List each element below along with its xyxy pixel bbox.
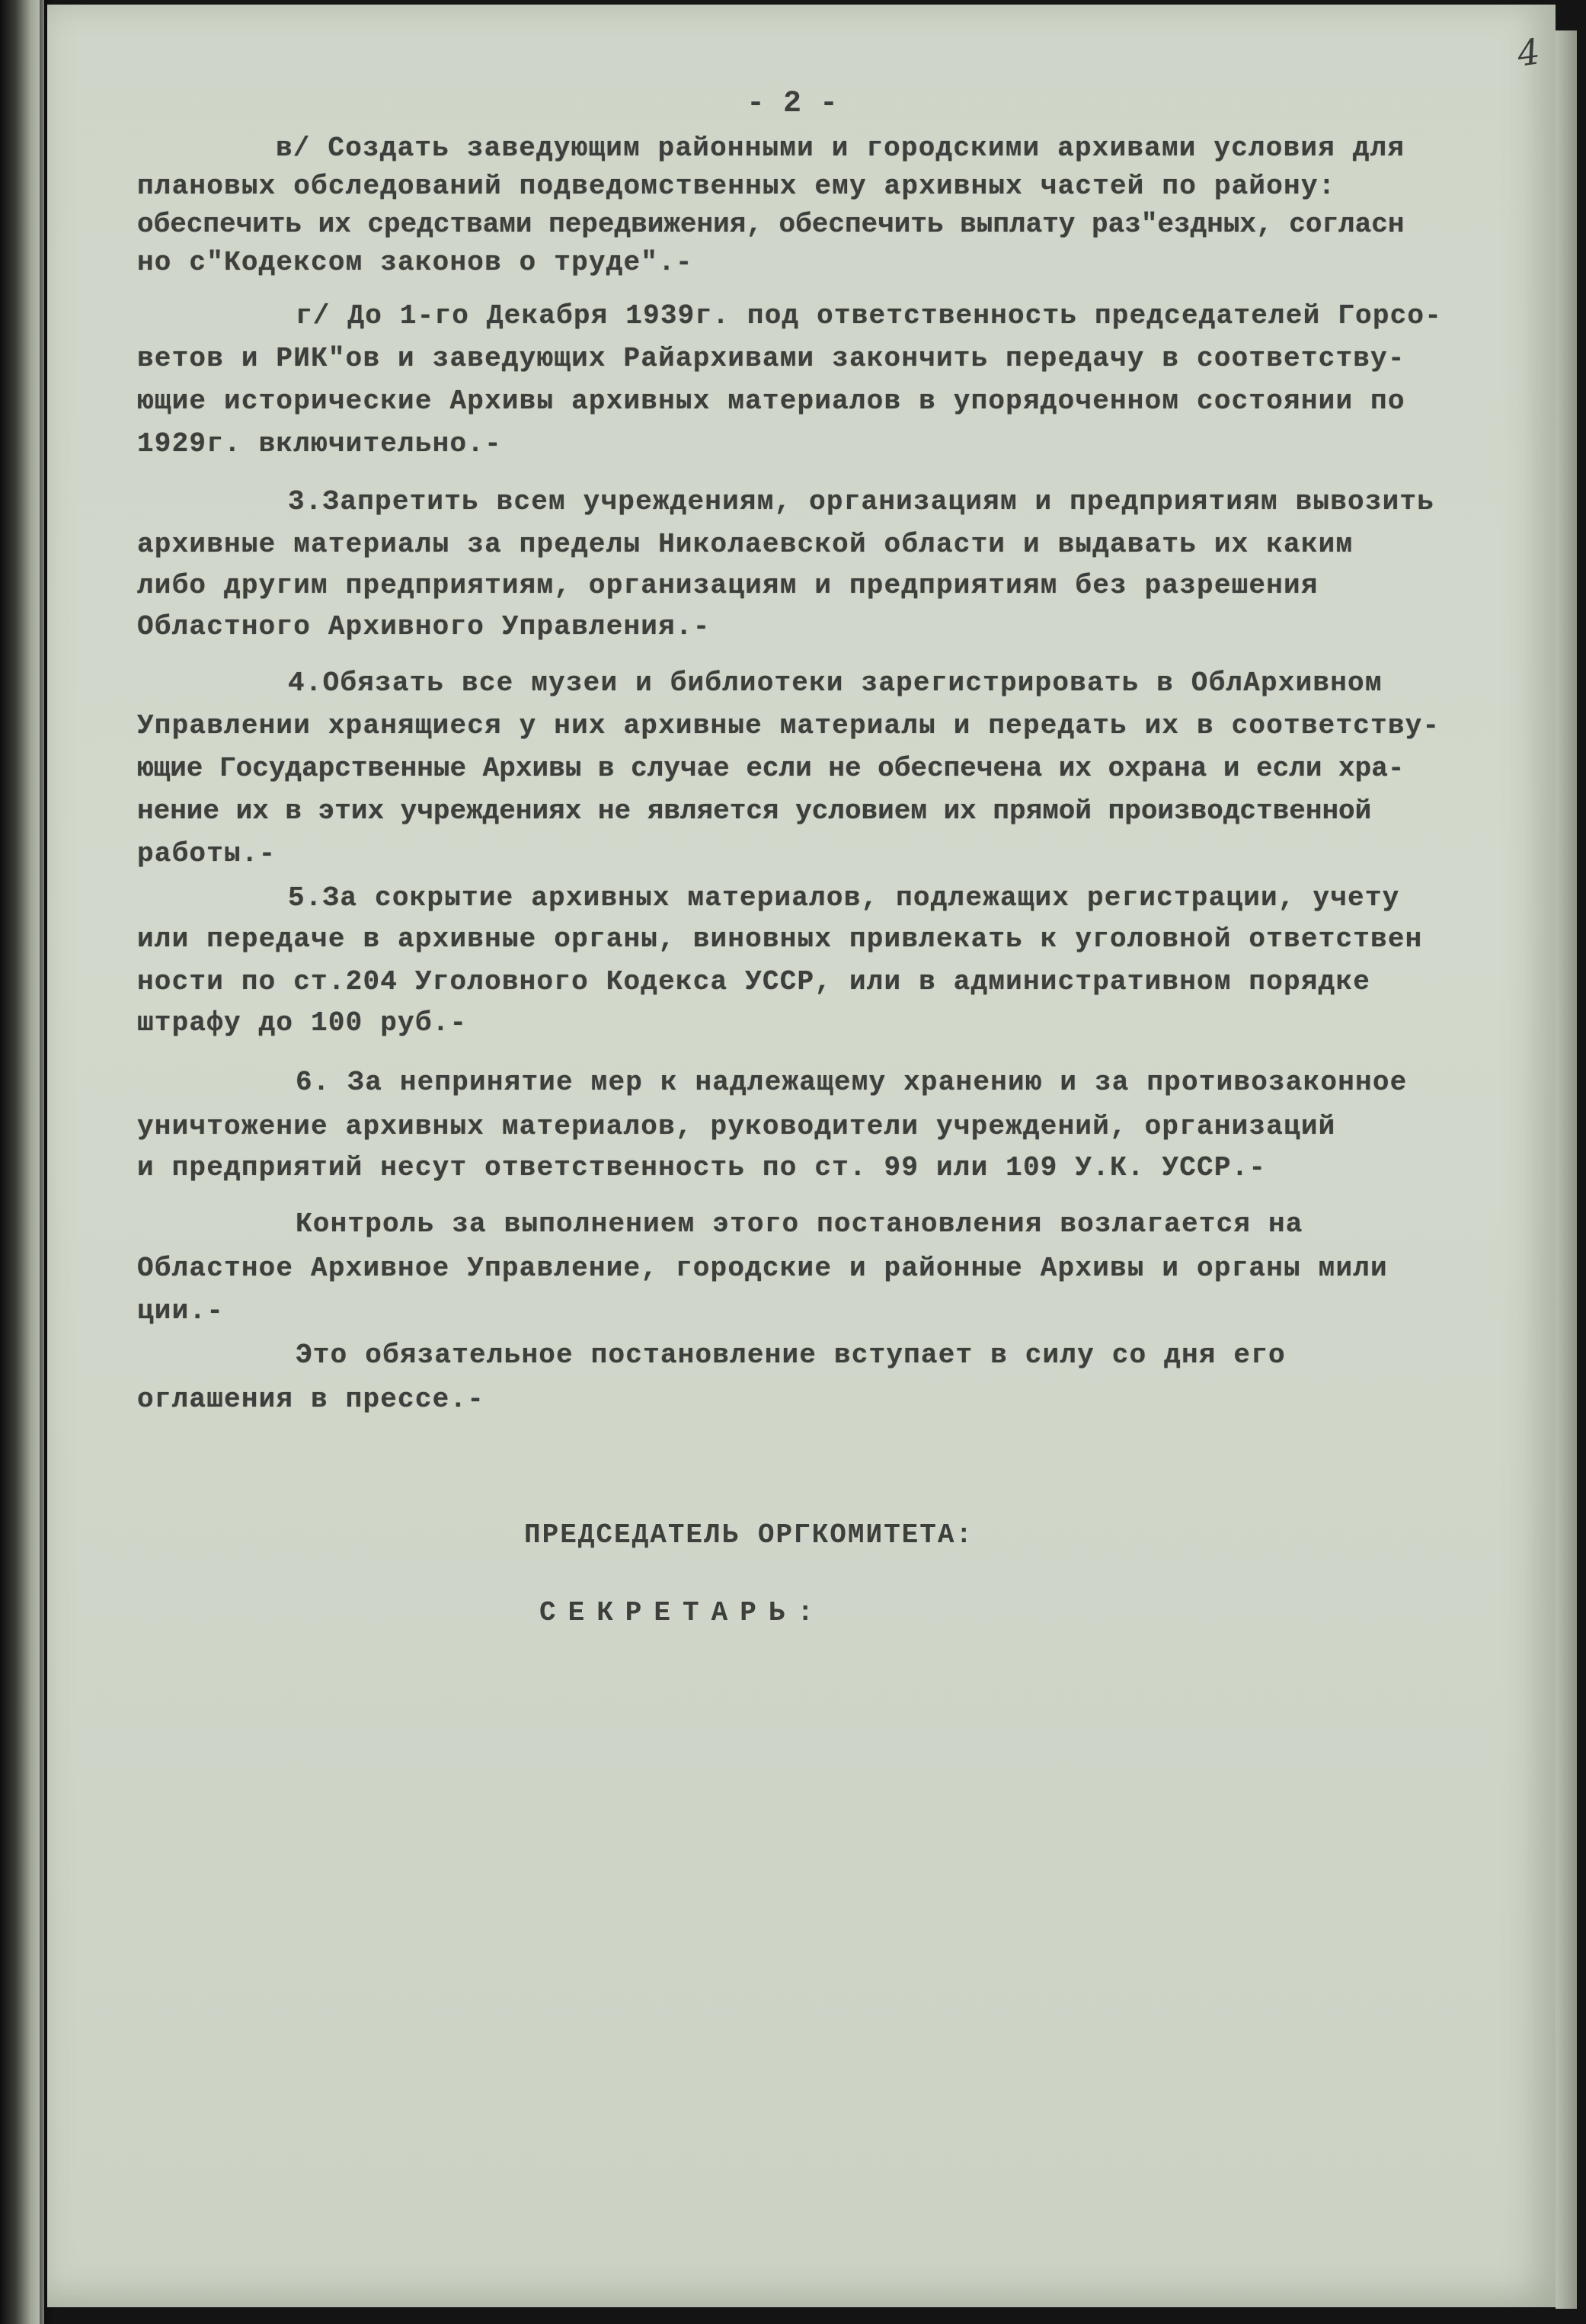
text-line: Контроль за выполнением этого постановления возлагается на [296, 1208, 1303, 1240]
text-line: плановых обследований подведомственных ему архивных частей по району: [137, 171, 1336, 202]
text-line: архивные материалы за пределы Николаевской области и выдавать их каким [137, 529, 1354, 560]
text-line: Областного Архивного Управления.- [137, 611, 711, 642]
text-line: Областное Архивное Управление, городские и районные Архивы и органы мили [137, 1253, 1388, 1284]
text-line: ветов и РИК"ов и заведующих Райархивами закончить передачу в соответству- [137, 343, 1405, 374]
text-line: и предприятий несут ответственность по ст. 99 или 109 У.К. УССР.- [137, 1152, 1267, 1183]
secretary-signature-line: СЕКРЕТАРЬ: [539, 1597, 827, 1628]
text-line: 3.Запретить всем учреждениям, организациям и предприятиям вывозить [288, 486, 1435, 517]
text-line: либо другим предприятиям, организациям и предприятиям без разрешения [137, 570, 1319, 601]
text-line: Это обязательное постановление вступает в силу со дня его [296, 1340, 1286, 1371]
text-line: уничтожение архивных материалов, руководители учреждений, организаций [137, 1111, 1336, 1142]
text-line: или передаче в архивные органы, виновных привлекать к уголовной ответствен [137, 924, 1423, 955]
text-line: штрафу до 100 руб.- [137, 1007, 468, 1039]
chairman-signature-line: ПРЕДСЕДАТЕЛЬ ОРГКОМИТЕТА: [524, 1519, 974, 1551]
text-line: 4.Обязать все музеи и библиотеки зарегистрировать в ОблАрхивном [288, 667, 1383, 699]
text-line: работы.- [137, 838, 277, 869]
text-line: ции.- [137, 1295, 225, 1327]
text-line: ности по ст.204 Уголовного Кодекса УССР, или в административном порядке [137, 966, 1371, 997]
text-line: обеспечить их средствами передвижения, обеспечить выплату раз"ездных, согласн [137, 209, 1405, 240]
text-line: Управлении хранящиеся у них архивные материалы и передать их в соответству- [137, 710, 1441, 741]
text-line: ющие исторические Архивы архивных материалов в упорядоченном состоянии по [137, 386, 1405, 417]
text-line: г/ До 1-го Декабря 1939г. под ответственность председателей Горсо- [296, 300, 1443, 331]
left-page-edge [0, 0, 44, 2324]
text-line: нение их в этих учреждениях не является условием их прямой производственной [137, 795, 1372, 827]
text-line: 5.За сокрытие архивных материалов, подлежащих регистрации, учету [288, 882, 1400, 914]
text-line: но с"Кодексом законов о труде".- [137, 247, 693, 278]
text-line: 6. За непринятие мер к надлежащему хранению и за противозаконное [296, 1067, 1408, 1098]
underlying-sheet-edge [1556, 30, 1577, 2309]
text-line: оглашения в прессе.- [137, 1384, 485, 1415]
folio-number: 4 [1514, 30, 1543, 75]
document-sheet [47, 5, 1556, 2307]
text-line: 1929г. включительно.- [137, 428, 502, 459]
text-line: в/ Создать заведующим районными и городскими архивами условия для [276, 133, 1405, 164]
page-number: - 2 - [747, 87, 839, 121]
text-line: ющие Государственные Архивы в случае если не обеспечена их охрана и если хра- [137, 753, 1405, 784]
